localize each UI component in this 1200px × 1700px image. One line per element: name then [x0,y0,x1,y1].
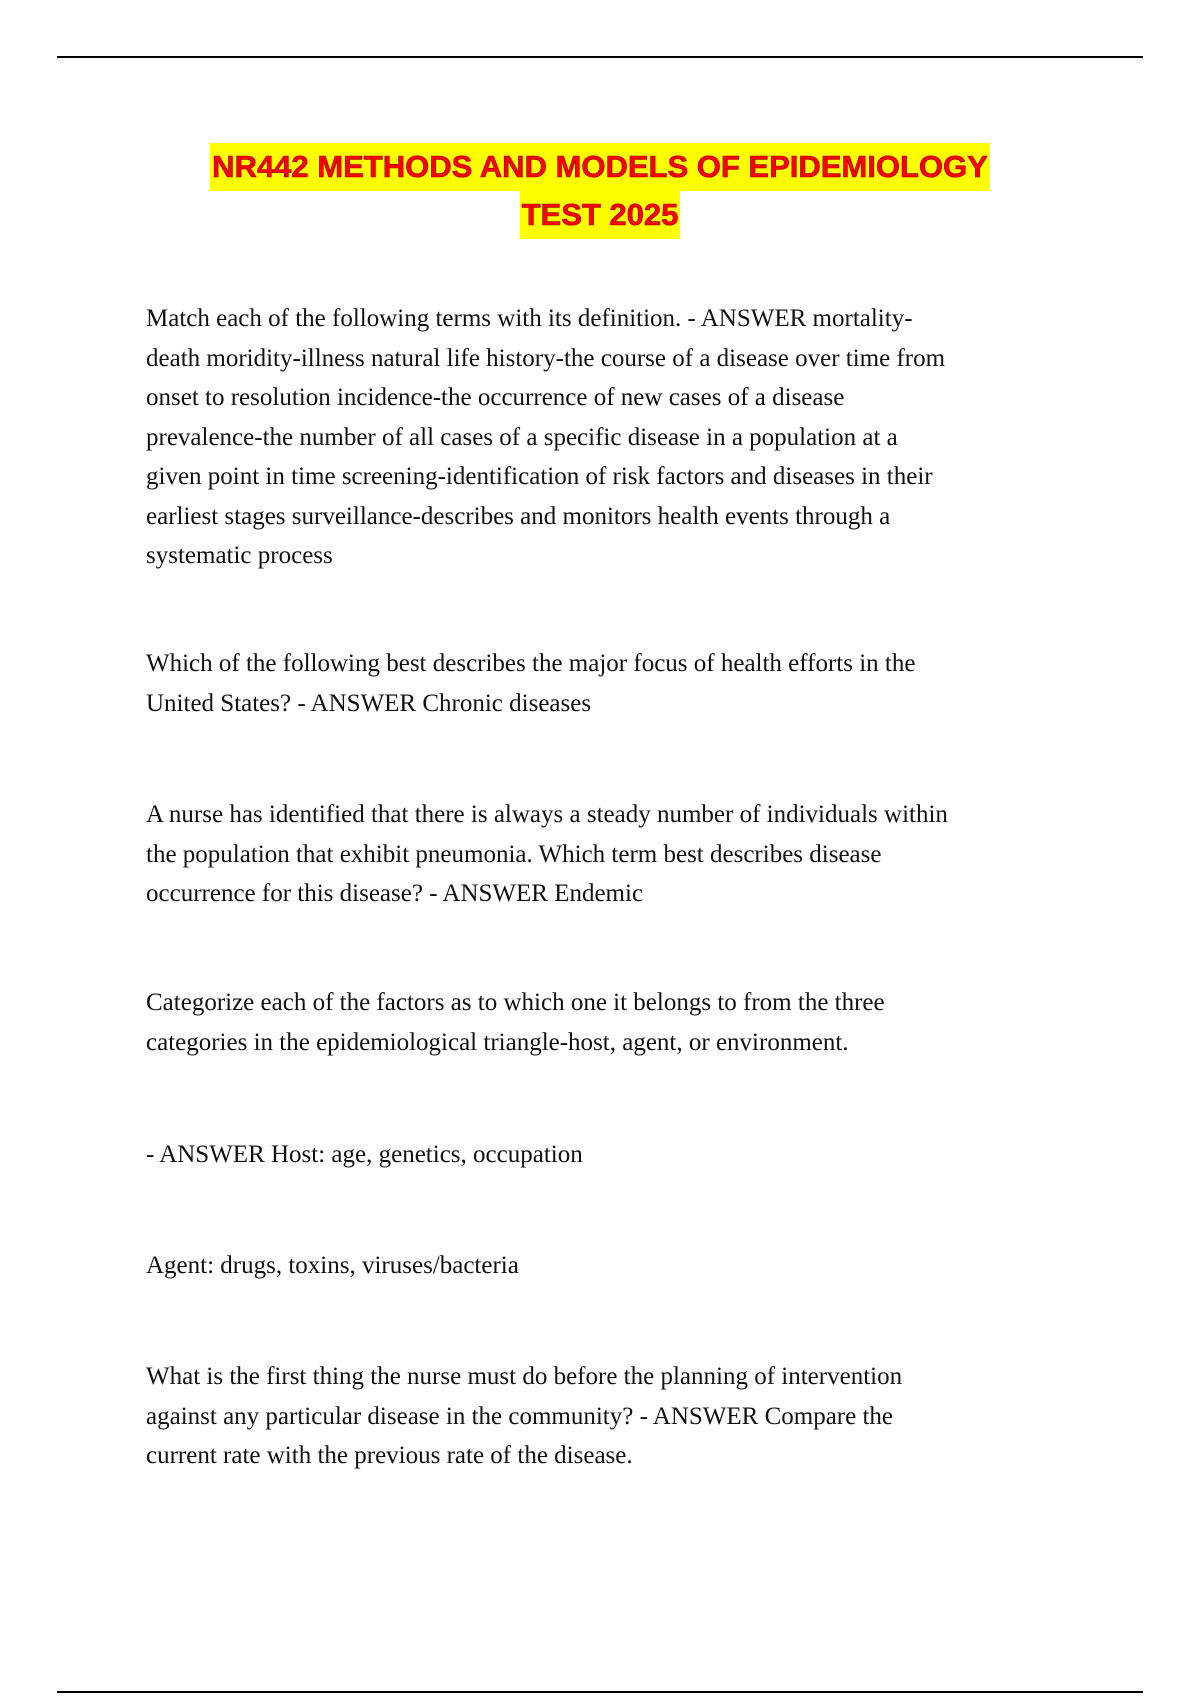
question-first-step: What is the first thing the nurse must do before the planning of intervention against any particular disease in the community? - ANSWER Compare the current rate with the previous rate of the disease. [146,1363,903,1469]
title-line-1: NR442 METHODS AND MODELS OF EPIDEMIOLOGY [210,143,990,191]
answer-agent-factors: Agent: drugs, toxins, viruses/bacteria [146,1252,519,1279]
question-health-focus: Which of the following best describes the major focus of health efforts in the United States? - ANSWER Chronic diseases [146,650,916,717]
document-title [0,143,1200,239]
question-match-terms: Match each of the following terms with its definition. - ANSWER mortality- death moridity-illness natural life history-the course of a disease over time from onset to resolution incidence-the occurrence of new cases of a disease prevalence-the number of all cases of a specific disease in a population at a given point in time screening-identification of risk factors and diseases in their earliest stages surveillance-describes and monitors health events through a systematic process [146,305,946,569]
top-rule [57,56,1143,58]
question-endemic: A nurse has identified that there is always a steady number of individuals within the population that exhibit pneumonia. Which term best describes disease occurrence for this disease? - ANSWER Endemic [146,801,948,907]
answer-host-factors: - ANSWER Host: age, genetics, occupation [146,1141,583,1168]
title-line-2: TEST 2025 [520,191,681,239]
question-epidemiological-triangle: Categorize each of the factors as to which one it belongs to from the three categories in the epidemiological triangle-host, agent, or environment. [146,989,885,1056]
bottom-rule [57,1691,1143,1693]
